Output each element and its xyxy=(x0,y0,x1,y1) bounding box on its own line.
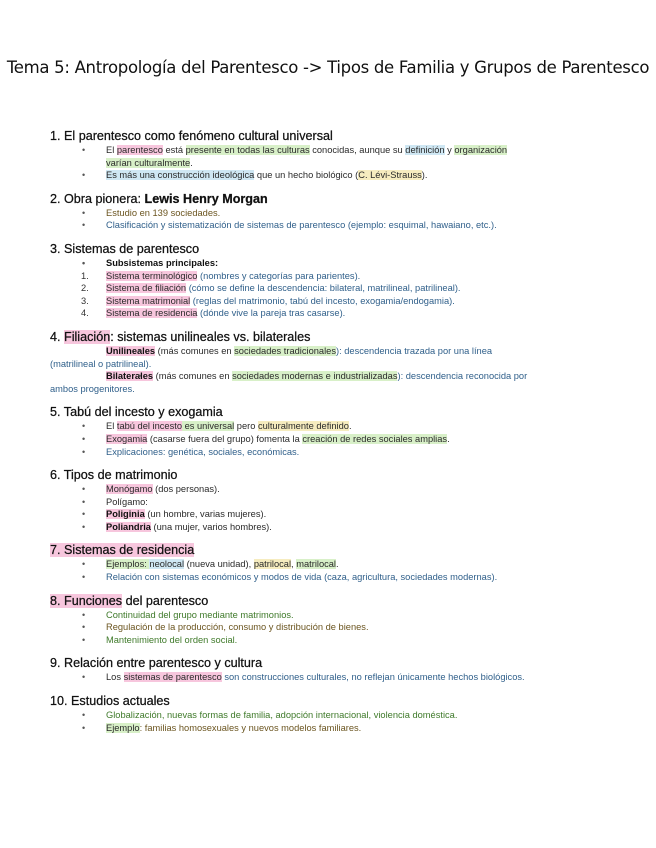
bullet-list xyxy=(50,483,630,533)
section-10 xyxy=(50,693,630,734)
list-item: • Monógamo (dos personas). xyxy=(50,483,630,496)
list-item: • Bilaterales (más comunes en sociedades modernas e industrializadas): descendencia reconocida por xyxy=(50,370,630,383)
numbered-item: 3. Sistema matrimonial (reglas del matrimonio, tabú del incesto, exogamia/endogamia). xyxy=(81,295,455,306)
list-item: • Globalización, nuevas formas de familia, adopción internacional, violencia doméstica. xyxy=(50,709,630,722)
numbered-list xyxy=(50,270,630,320)
section-8 xyxy=(50,593,630,647)
section-7 xyxy=(50,542,630,583)
list-item: • Estudio en 139 sociedades. xyxy=(50,207,630,220)
list-item: • Explicaciones: genética, sociales, económicas. xyxy=(50,446,630,459)
section-4 xyxy=(50,329,630,395)
list-item-continuation: (matrilineal o patrilineal). xyxy=(50,358,152,369)
bullet-list xyxy=(50,144,630,182)
list-item: • Regulación de la producción, consumo y distribución de bienes. xyxy=(50,621,630,634)
list-item: • Poliandria (una mujer, varios hombres). xyxy=(50,521,630,534)
list-item: • Poliginia (un hombre, varias mujeres). xyxy=(50,508,630,521)
section-6 xyxy=(50,467,630,533)
bullet-list xyxy=(50,420,630,458)
section-heading: 1. El parentesco como fenómeno cultural universal xyxy=(50,129,333,143)
bullet-list xyxy=(50,207,630,232)
list-item: • Polígamo: xyxy=(50,496,630,509)
list-item: • Clasificación y sistematización de sistemas de parentesco (ejemplo: esquimal, hawaiano, etc.). xyxy=(50,219,630,232)
section-1 xyxy=(50,128,630,182)
section-heading: 6. Tipos de matrimonio xyxy=(50,468,178,483)
list-item: • Unilineales (más comunes en sociedades tradicionales): descendencia trazada por una línea xyxy=(50,345,630,358)
section-heading: 4. Filiación: sistemas unilineales vs. bilaterales xyxy=(50,329,311,344)
section-2 xyxy=(50,191,630,232)
section-heading: 7. Sistemas de residencia xyxy=(50,543,195,558)
list-item: • Exogamia (casarse fuera del grupo) fomenta la creación de redes sociales amplias. xyxy=(50,433,630,446)
section-heading: 8. Funciones del parentesco xyxy=(50,593,209,608)
list-item: • Es más una construcción ideológica que un hecho biológico (C. Lévi-Strauss). xyxy=(50,169,630,182)
section-heading: 10. Estudios actuales xyxy=(50,694,170,709)
list-item: • Relación con sistemas económicos y modos de vida (caza, agricultura, sociedades modernas). xyxy=(50,571,630,584)
bullet-list xyxy=(50,709,630,734)
bullet-list xyxy=(50,345,630,395)
bullet-list xyxy=(50,558,630,583)
list-item: • Mantenimiento del orden social. xyxy=(50,634,630,647)
section-5 xyxy=(50,404,630,458)
section-9 xyxy=(50,655,630,684)
list-item: • Ejemplos: neolocal (nueva unidad), patrilocal, matrilocal. xyxy=(50,558,630,571)
list-item-continuation: varían culturalmente. xyxy=(106,157,193,168)
list-item: • Ejemplo: familias homosexuales y nuevos modelos familiares. xyxy=(50,722,630,735)
section-heading: 9. Relación entre parentesco y cultura xyxy=(50,656,263,671)
numbered-item: 1. Sistema terminológico (nombres y categorías para parientes). xyxy=(81,270,361,281)
numbered-item: 2. Sistema de filiación (cómo se define la descendencia: bilateral, matrilineal, patrilineal). xyxy=(81,283,461,294)
section-heading: 5. Tabú del incesto y exogamia xyxy=(50,405,223,420)
list-item: • El tabú del incesto es universal pero culturalmente definido. xyxy=(50,420,630,433)
section-heading: 3. Sistemas de parentesco xyxy=(50,241,200,256)
page-title: Tema 5: Antropología del Parentesco -> Tipos de Familia y Grupos de Parentesco xyxy=(6,58,650,77)
list-item: • Continuidad del grupo mediante matrimonios. xyxy=(50,609,630,622)
bullet-list xyxy=(50,671,630,684)
section-3 xyxy=(50,241,630,320)
list-item-continuation: ambos progenitores. xyxy=(50,383,135,394)
bullet-list xyxy=(50,257,630,270)
list-item: • Los sistemas de parentesco son construcciones culturales, no reflejan únicamente hechos biológicos. xyxy=(50,671,630,684)
numbered-item: 4. Sistema de residencia (dónde vive la pareja tras casarse). xyxy=(81,308,346,319)
list-item: • El parentesco está presente en todas las culturas conocidas, aunque su definición y organización xyxy=(50,144,630,157)
bullet-list xyxy=(50,609,630,647)
section-heading: 2. Obra pionera: Lewis Henry Morgan xyxy=(50,191,268,206)
notes-body xyxy=(50,128,630,743)
list-item: • Subsistemas principales: xyxy=(50,257,630,270)
